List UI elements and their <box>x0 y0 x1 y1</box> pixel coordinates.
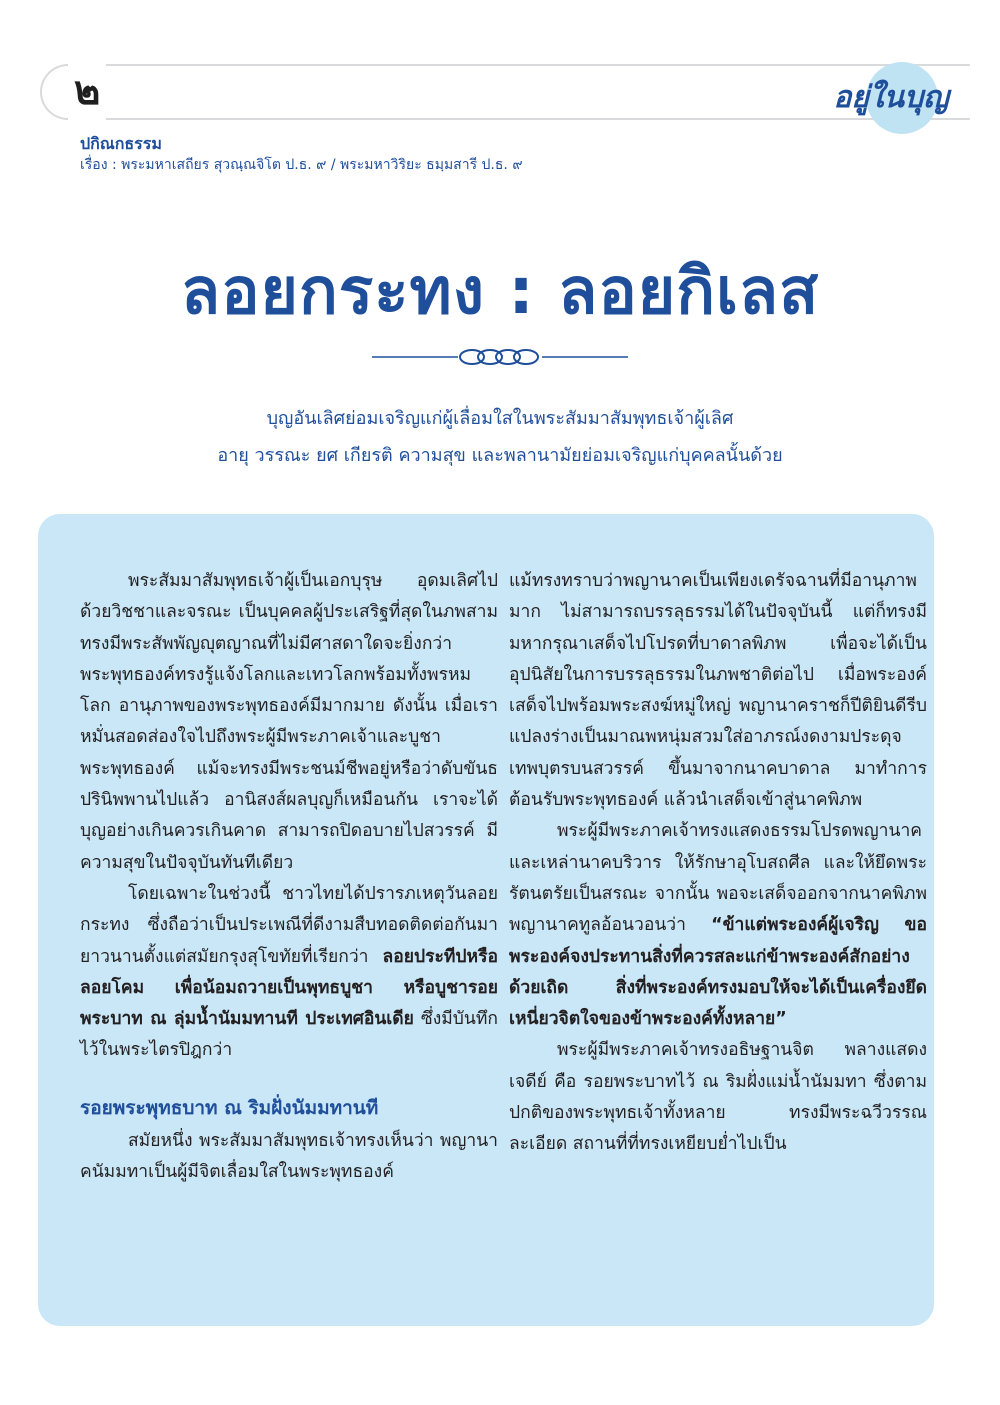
magazine-logo <box>826 62 956 130</box>
right-paragraph-2 <box>509 816 927 1035</box>
right-column <box>509 566 927 1161</box>
byline: เรื่อง : พระมหาเสถียร สุวณฺณจิโต ป.ธ. ๙ / พระมหาวิริยะ ธมฺมสารี ป.ธ. ๙ <box>80 157 523 173</box>
right-paragraph-2-quote: “ข้าแต่พระองค์ผู้เจริญ ขอพระองค์จงประทานสิ่งที่ควรสละแก่ข้าพระองค์สักอย่างด้วยเถิด สิ่งที่พระองค์ทรงมอบให้จะได้เป็นเครื่องยึดเหนี่ยวจิตใจของข้าพระองค์ทั้งหลาย” <box>509 915 927 1030</box>
article-title: ลอยกระทง : ลอยกิเลส <box>180 255 820 329</box>
left-paragraph-2 <box>80 879 498 1067</box>
right-paragraph-1: แม้ทรงทราบว่าพญานาคเป็นเพียงเดรัจฉานที่มีอานุภาพมาก ไม่สามารถบรรลุธรรมได้ในปัจจุบันนี้ แต่ก็ทรงมีมหากรุณาเสด็จไปโปรดที่บาดาลพิภพ เพื่อจะได้เป็นอุปนิสัยในการบรรลุธรรมในภพชาติต่อไป เมื่อพระองค์เสด็จไปพร้อมพระสงฆ์หมู่ใหญ่ พญานาคราชก็ปีติยินดีรีบแปลงร่างเป็นมาณพหนุ่มสวมใส่อาภรณ์งดงามประดุจเทพบุตรบนสวรรค์ ขึ้นมาจากนาคบาดาล มาทำการต้อนรับพระพุทธองค์ แล้วนำเสด็จเข้าสู่นาคพิภพ <box>509 571 927 811</box>
logo-text: อยู่ในบุญ <box>833 80 949 115</box>
verse-line-2: อายุ วรรณะ ยศ เกียรติ ความสุข และพลานามัยย่อมเจริญแก่บุคคลนั้นด้วย <box>217 445 783 466</box>
subheading: รอยพระพุทธบาท ณ ริมฝั่งนัมมทานที <box>80 1096 379 1119</box>
left-paragraph-3: สมัยหนึ่ง พระสัมมาสัมพุทธเจ้าทรงเห็นว่า พญานาคนัมมทาเป็นผู้มีจิตเลื่อมใสในพระพุทธองค์ <box>80 1131 498 1183</box>
ornament-divider-icon <box>372 345 628 369</box>
right-paragraph-3: พระผู้มีพระภาคเจ้าทรงอธิษฐานจิต พลางแสดงเจดีย์ คือ รอยพระบาทไว้ ณ ริมฝั่งแม่น้ำนัมมทา ซึ่งตามปกติของพระพุทธเจ้าทั้งหลาย ทรงมีพระฉวีวรรณละเอียด สถานที่ที่ทรงเหยียบย่ำไปเป็น <box>509 1040 927 1155</box>
left-paragraph-1: พระสัมมาสัมพุทธเจ้าผู้เป็นเอกบุรุษ อุดมเลิศไปด้วยวิชชาและจรณะ เป็นบุคคลผู้ประเสริฐที่สุดในภพสาม ทรงมีพระสัพพัญญุตญาณที่ไม่มีศาสดาใดจะยิ่งกว่า พระพุทธองค์ทรงรู้แจ้งโลกและเทวโลกพร้อมทั้งพรหมโลก อานุภาพของพระพุทธองค์มีมากมาย ดังนั้น เมื่อเราหมั่นสอดส่องใจไปถึงพระผู้มีพระภาคเจ้าและบูชาพระพุทธองค์ แม้จะทรงมีพระชนม์ชีพอยู่หรือว่าดับขันธปรินิพพานไปแล้ว อานิสงส์ผลบุญก็เหมือนกัน เราจะได้บุญอย่างเกินควรเกินคาด สามารถปิดอบายไปสวรรค์ มีความสุขในปัจจุบันทันทีเดียว <box>80 571 498 873</box>
left-paragraph-2-bold: ลอยประทีปหรือลอยโคม เพื่อน้อมถวายเป็นพุทธบูชา หรือบูชารอยพระบาท ณ ลุ่มน้ำนัมมทานที ประเทศอินเดีย <box>80 946 498 1030</box>
page-number: ๒ <box>68 58 106 122</box>
verse-line-1: บุญอันเลิศย่อมเจริญแก่ผู้เลื่อมใสในพระสัมมาสัมพุทธเจ้าผู้เลิศ <box>266 408 734 429</box>
left-paragraph-2-tail: ซึ่งมีบันทึกไว้ในพระไตรปิฎกว่า <box>80 1009 498 1061</box>
section-label: ปกิณกธรรม <box>80 134 162 153</box>
left-column <box>80 566 498 1189</box>
left-paragraph-2-text: โดยเฉพาะในช่วงนี้ ชาวไทยได้ปรารภเหตุวันลอยกระทง ซึ่งถือว่าเป็นประเพณีที่ดีงามสืบทอดติดต่อกันมายาวนานตั้งแต่สมัยกรุงสุโขทัยที่เรียกว่า <box>80 883 498 967</box>
right-paragraph-2-text: พระผู้มีพระภาคเจ้าทรงแสดงธรรมโปรดพญานาคและเหล่านาคบริวาร ให้รักษาอุโบสถศีล และให้ยึดพระรัตนตรัยเป็นสรณะ จากนั้น พอจะเสด็จออกจากนาคพิภพ พญานาคทูลอ้อนวอนว่า <box>509 821 927 936</box>
